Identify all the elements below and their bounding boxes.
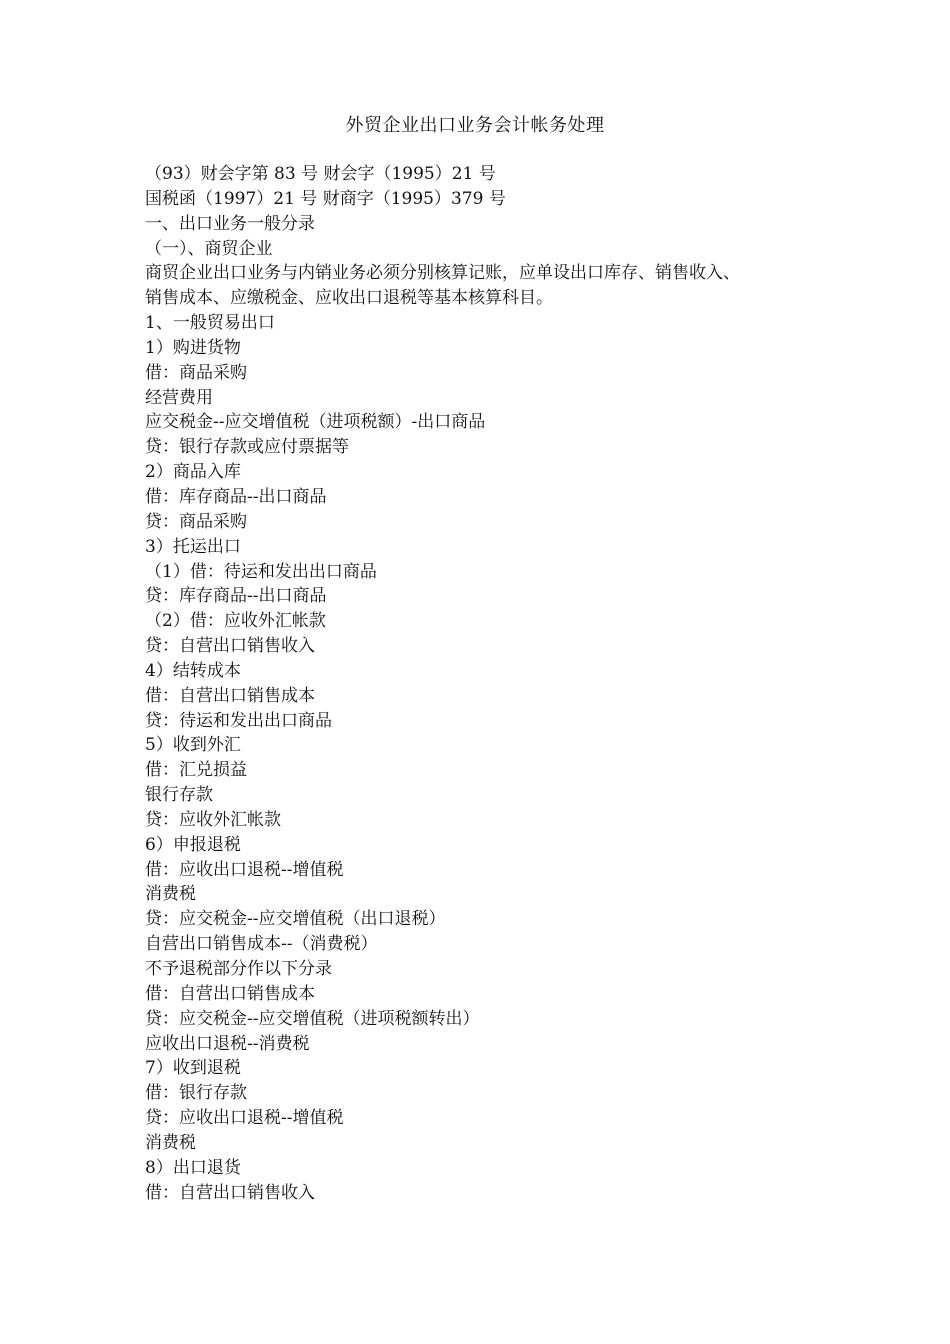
- entry-line: 银行存款: [145, 785, 213, 806]
- entry-line: 经营费用: [145, 387, 213, 408]
- step-heading: 3）托运出口: [145, 536, 241, 557]
- entry-line: 借：应收出口退税--增值税: [145, 859, 344, 880]
- entry-line: 借：自营出口销售成本: [145, 685, 315, 706]
- text-line: 国税函（1997）21 号 财商字（1995）379 号: [145, 188, 506, 209]
- entry-line: 消费税: [145, 1132, 196, 1153]
- entry-line: 借：库存商品--出口商品: [145, 486, 327, 507]
- document-title: 外贸企业出口业务会计帐务处理: [345, 115, 605, 136]
- step-heading: 1）购进货物: [145, 337, 241, 358]
- entry-line: 应收出口退税--消费税: [145, 1033, 310, 1054]
- step-heading: 5）收到外汇: [145, 735, 241, 756]
- entry-line: 借：商品采购: [145, 362, 247, 383]
- entry-line: 应交税金--应交增值税（进项税额）-出口商品: [145, 412, 486, 433]
- section-heading: 一、出口业务一般分录: [145, 213, 315, 234]
- entry-line: 借：汇兑损益: [145, 760, 247, 781]
- entry-line: 消费税: [145, 884, 196, 905]
- entry-line: 贷：应收外汇帐款: [145, 809, 281, 830]
- entry-line: （2）借：应收外汇帐款: [145, 611, 326, 632]
- paragraph-line: 商贸企业出口业务与内销业务必须分别核算记账，应单设出口库存、销售收入、: [145, 263, 740, 284]
- document-body: [145, 162, 825, 1205]
- subsection-heading: （一）、商贸企业: [145, 238, 273, 259]
- entry-line: 借：自营出口销售成本: [145, 983, 315, 1004]
- step-heading: 8）出口退货: [145, 1157, 241, 1178]
- paragraph-line: 不予退税部分作以下分录: [145, 959, 332, 979]
- entry-line: （1）借：待运和发出出口商品: [145, 561, 377, 582]
- entry-line: 贷：应收出口退税--增值税: [145, 1108, 344, 1129]
- step-heading: 2）商品入库: [145, 462, 241, 483]
- entry-line: 贷：库存商品--出口商品: [145, 586, 327, 607]
- entry-line: 自营出口销售成本--（消费税）: [145, 934, 378, 955]
- entry-line: 贷：商品采购: [145, 511, 247, 532]
- entry-line: 贷：待运和发出出口商品: [145, 710, 332, 731]
- entry-line: 借：银行存款: [145, 1083, 247, 1104]
- paragraph-line: 销售成本、应缴税金、应收出口退税等基本核算科目。: [145, 288, 553, 309]
- entry-line: 借：自营出口销售收入: [145, 1182, 315, 1203]
- entry-line: 贷：应交税金--应交增值税（进项税额转出）: [145, 1008, 480, 1029]
- entry-line: 贷：自营出口销售收入: [145, 636, 315, 657]
- step-heading: 6）申报退税: [145, 834, 241, 855]
- entry-line: 贷：应交税金--应交增值税（出口退税）: [145, 909, 446, 930]
- text-line: （93）财会字第 83 号 财会字（1995）21 号: [145, 164, 496, 184]
- step-heading: 7）收到退税: [145, 1058, 241, 1079]
- entry-line: 贷：银行存款或应付票据等: [145, 437, 349, 458]
- item-heading: 1、一般贸易出口: [145, 313, 275, 334]
- step-heading: 4）结转成本: [145, 660, 241, 681]
